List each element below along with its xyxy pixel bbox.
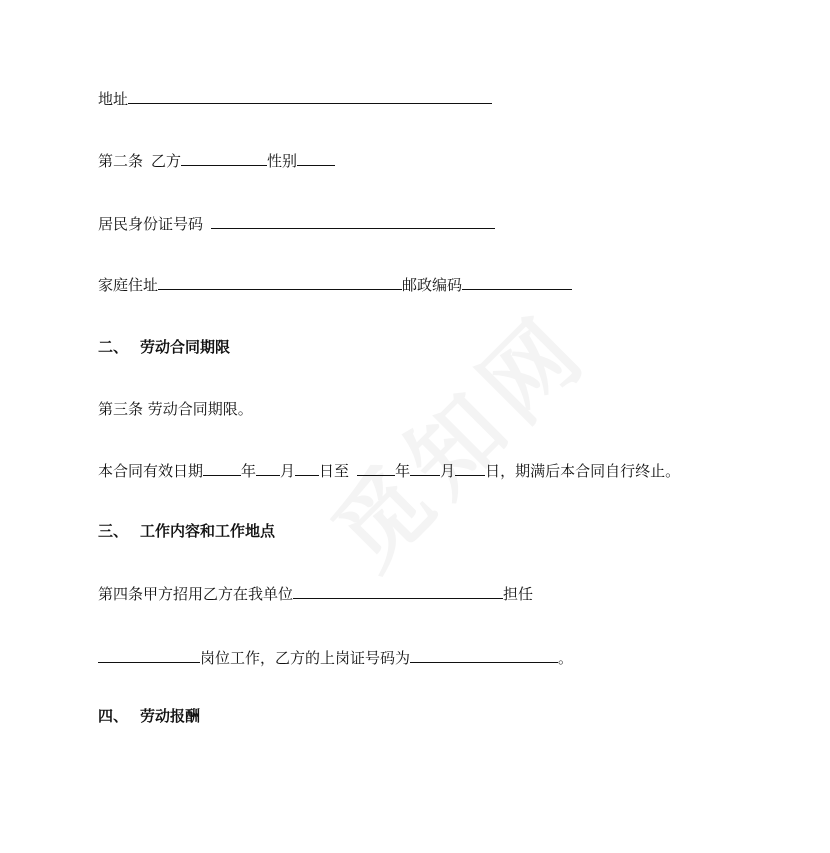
home-address-label: 家庭住址 <box>98 276 159 294</box>
watermark <box>299 279 613 593</box>
home-address-line <box>98 272 572 296</box>
start-month-blank[interactable] <box>256 458 280 476</box>
party-b-name-blank[interactable] <box>181 148 267 166</box>
postcode-label: 邮政编码 <box>402 276 463 294</box>
section3-title: 工作内容和工作地点 <box>140 522 276 540</box>
section3-heading <box>98 519 275 543</box>
address-blank[interactable] <box>128 86 492 104</box>
section4-heading <box>98 704 200 728</box>
address-line <box>98 86 492 110</box>
article4-line <box>98 581 533 605</box>
day-to-label: 日至 <box>319 462 350 480</box>
id-number-label: 居民身份证号码 <box>98 215 204 233</box>
article2-line <box>98 148 335 172</box>
section3-number: 三、 <box>98 522 129 540</box>
article3-text: 第三条 劳动合同期限。 <box>98 400 253 418</box>
article3-line <box>98 397 253 421</box>
section4-number: 四、 <box>98 707 129 725</box>
end-year-blank[interactable] <box>357 458 395 476</box>
post-name-blank[interactable] <box>98 645 200 663</box>
post-end: 。 <box>558 649 574 667</box>
section4-title: 劳动报酬 <box>140 707 201 725</box>
post-text: 岗位工作，乙方的上岗证号码为 <box>200 649 411 667</box>
term-prefix: 本合同有效日期 <box>98 462 204 480</box>
post-line <box>98 645 573 669</box>
section2-number: 二、 <box>98 338 129 356</box>
end-month-label: 月 <box>440 462 456 480</box>
section2-title: 劳动合同期限 <box>140 338 231 356</box>
term-line <box>98 458 680 482</box>
term-suffix: 日，期满后本合同自行终止。 <box>485 462 681 480</box>
gender-label: 性别 <box>267 152 298 170</box>
postcode-blank[interactable] <box>462 272 572 290</box>
start-year-label: 年 <box>241 462 257 480</box>
section2-heading <box>98 335 230 359</box>
post-cert-number-blank[interactable] <box>410 645 558 663</box>
home-address-blank[interactable] <box>158 272 402 290</box>
start-year-blank[interactable] <box>203 458 241 476</box>
end-year-label: 年 <box>395 462 411 480</box>
party-b-label: 乙方 <box>151 152 182 170</box>
id-number-blank[interactable] <box>211 211 495 229</box>
start-month-label: 月 <box>280 462 296 480</box>
article4-text: 第四条甲方招用乙方在我单位 <box>98 585 294 603</box>
article2-label: 第二条 <box>98 152 144 170</box>
address-label: 地址 <box>98 90 129 108</box>
article4-tail: 担任 <box>503 585 534 603</box>
employer-unit-blank[interactable] <box>293 581 503 599</box>
end-month-blank[interactable] <box>410 458 440 476</box>
end-day-blank[interactable] <box>455 458 485 476</box>
gender-blank[interactable] <box>297 148 335 166</box>
id-number-line <box>98 211 495 235</box>
start-day-blank[interactable] <box>295 458 319 476</box>
